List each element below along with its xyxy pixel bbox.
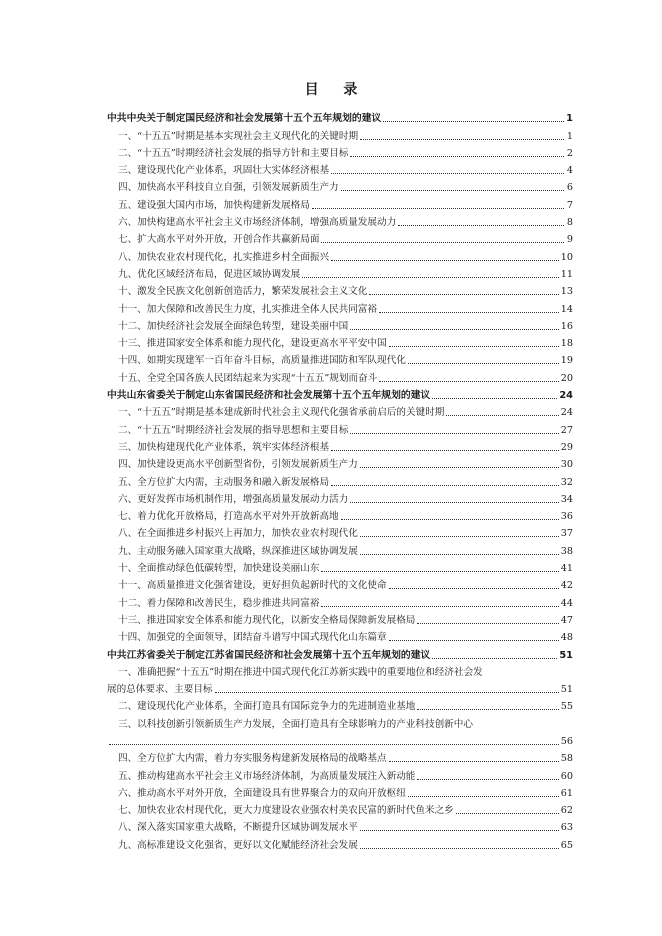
page-number: 55 bbox=[560, 701, 573, 713]
dot-leader bbox=[360, 536, 559, 537]
toc-entry[interactable] bbox=[107, 817, 573, 834]
page-number: 20 bbox=[560, 372, 573, 384]
toc-entry[interactable] bbox=[107, 298, 573, 315]
page-number: 38 bbox=[560, 545, 573, 557]
page-number: 13 bbox=[560, 286, 573, 298]
dot-leader bbox=[417, 709, 558, 710]
dot-leader bbox=[321, 242, 564, 243]
toc-entry-text: 五、推动构建高水平社会主义市场经济体制，为高质量发展注入新动能 bbox=[118, 770, 416, 782]
toc-part-heading[interactable] bbox=[107, 385, 573, 402]
toc-entry-text: 三、建设现代化产业体系，巩固壮大实体经济根基 bbox=[118, 165, 330, 177]
dot-leader bbox=[408, 363, 559, 364]
toc-entry[interactable] bbox=[107, 489, 573, 506]
toc-entry-text: 六、加快构建高水平社会主义市场经济体制，增强高质量发展动力 bbox=[118, 217, 397, 229]
toc-entry-text: 十三、推进国家安全体系和能力现代化，以新安全格局保障新发展格局 bbox=[118, 614, 416, 626]
toc-entry-text: 十二、加快经济社会发展全面绿色转型，建设美丽中国 bbox=[118, 320, 349, 332]
page-number: 44 bbox=[560, 597, 573, 609]
toc-part-heading[interactable] bbox=[107, 108, 573, 125]
toc-entry[interactable] bbox=[107, 471, 573, 488]
dot-leader bbox=[389, 346, 559, 347]
toc-entry[interactable] bbox=[107, 558, 573, 575]
page-number: 16 bbox=[560, 320, 573, 332]
page-number: 36 bbox=[560, 511, 573, 523]
dot-leader bbox=[383, 121, 564, 122]
toc-entry[interactable] bbox=[107, 333, 573, 350]
dot-leader bbox=[432, 398, 557, 399]
toc-entry[interactable] bbox=[107, 765, 573, 782]
toc-entry[interactable] bbox=[107, 246, 573, 263]
page-number: 63 bbox=[560, 822, 573, 834]
toc-entry-text: 五、建设强大国内市场，加快构建新发展格局 bbox=[118, 199, 310, 211]
dot-leader bbox=[432, 658, 557, 659]
dot-leader bbox=[446, 415, 558, 416]
dot-leader bbox=[456, 813, 559, 814]
dot-leader bbox=[379, 312, 559, 313]
dot-leader bbox=[331, 450, 559, 451]
dot-leader bbox=[350, 156, 564, 157]
toc-entry-text: 八、在全面推进乡村振兴上再加力，加快农业农村现代化 bbox=[118, 528, 358, 540]
toc-entry-text: 中共山东省委关于制定山东省国民经济和社会发展第十五个五年规划的建议 bbox=[107, 390, 431, 402]
toc-entry-text: 六、推动高水平对外开放，全面建设具有世界聚合力的双向开放枢纽 bbox=[118, 787, 406, 799]
toc-entry[interactable] bbox=[107, 160, 573, 177]
toc-entry-text: 九、优化区域经济布局，促进区域协调发展 bbox=[118, 268, 301, 280]
page-number: 19 bbox=[560, 355, 573, 367]
toc-entry-text: 二、“十五五”时期经济社会发展的指导方针和主要目标 bbox=[118, 147, 349, 159]
toc-entry-continuation[interactable] bbox=[107, 731, 573, 748]
page-number: 56 bbox=[560, 735, 573, 747]
page-number: 27 bbox=[560, 424, 573, 436]
toc-entry-text: 十三、推进国家安全体系和能力现代化，建设更高水平平安中国 bbox=[118, 338, 387, 350]
toc-entry[interactable] bbox=[107, 177, 573, 194]
toc-entry-text: 一、“十五五”时期是基本实现社会主义现代化的关键时期 bbox=[118, 130, 359, 142]
page-number: 29 bbox=[560, 441, 573, 453]
page-number: 48 bbox=[560, 632, 573, 644]
dot-leader bbox=[417, 779, 558, 780]
toc-entry-text: 十二、着力保障和改善民生，稳步推进共同富裕 bbox=[118, 597, 320, 609]
page-number: 1 bbox=[566, 130, 573, 142]
page-number: 24 bbox=[560, 407, 573, 419]
page-number: 42 bbox=[560, 580, 573, 592]
toc-entry[interactable] bbox=[107, 800, 573, 817]
page-number: 62 bbox=[560, 805, 573, 817]
page-number: 58 bbox=[560, 753, 573, 765]
page-number: 7 bbox=[566, 199, 573, 211]
dot-leader bbox=[215, 692, 559, 693]
page-number: 32 bbox=[560, 476, 573, 488]
page-number: 60 bbox=[560, 770, 573, 782]
page-number: 61 bbox=[560, 787, 573, 799]
toc-entry[interactable] bbox=[107, 212, 573, 229]
page-title: 目 录 bbox=[304, 82, 368, 98]
toc-entry[interactable] bbox=[107, 125, 573, 142]
table-of-contents bbox=[107, 108, 573, 852]
dot-leader bbox=[360, 830, 559, 831]
page-number: 51 bbox=[559, 649, 573, 661]
toc-entry[interactable] bbox=[107, 229, 573, 246]
toc-entry[interactable] bbox=[107, 437, 573, 454]
page-number: 37 bbox=[560, 528, 573, 540]
page-number: 9 bbox=[566, 234, 573, 246]
toc-entry-text: 七、扩大高水平对外开放，开创合作共赢新局面 bbox=[118, 234, 320, 246]
toc-entry-text: 八、深入落实国家重大战略，不断提升区域协调发展水平 bbox=[118, 822, 358, 834]
toc-entry[interactable] bbox=[107, 748, 573, 765]
toc-entry[interactable] bbox=[107, 350, 573, 367]
dot-leader bbox=[360, 554, 559, 555]
toc-entry-text: 十五、全党全国各族人民团结起来为实现“十五五”规划而奋斗 bbox=[118, 372, 378, 384]
toc-entry[interactable] bbox=[107, 713, 573, 730]
toc-entry[interactable] bbox=[107, 506, 573, 523]
toc-entry-text: 十、激发全民族文化创新创造活力，繁荣发展社会主义文化 bbox=[118, 286, 368, 298]
page-number: 14 bbox=[560, 303, 573, 315]
dot-leader bbox=[302, 277, 559, 278]
page-number: 6 bbox=[566, 182, 573, 194]
toc-entry-text: 六、更好发挥市场机制作用，增强高质量发展动力活力 bbox=[118, 493, 349, 505]
toc-entry[interactable] bbox=[107, 696, 573, 713]
page-number: 18 bbox=[560, 338, 573, 350]
dot-leader bbox=[408, 796, 559, 797]
toc-entry[interactable] bbox=[107, 523, 573, 540]
toc-entry[interactable] bbox=[107, 834, 573, 851]
page-number: 65 bbox=[560, 839, 573, 851]
dot-leader bbox=[398, 225, 564, 226]
toc-entry-text: 四、加快高水平科技自立自强，引领发展新质生产力 bbox=[118, 182, 339, 194]
dot-leader bbox=[389, 761, 559, 762]
dot-leader bbox=[389, 640, 559, 641]
toc-entry-text: 十一、加大保障和改善民生力度，扎实推进全体人民共同富裕 bbox=[118, 303, 378, 315]
dot-leader bbox=[360, 467, 559, 468]
dot-leader bbox=[109, 744, 559, 745]
toc-entry-text: 三、加快构建现代化产业体系，筑牢实体经济根基 bbox=[118, 441, 330, 453]
toc-entry[interactable] bbox=[107, 662, 573, 679]
page-number: 51 bbox=[560, 684, 573, 696]
toc-entry[interactable] bbox=[107, 143, 573, 160]
page-number: 47 bbox=[560, 614, 573, 626]
toc-entry-text: 七、着力优化开放格局，打造高水平对外开放新高地 bbox=[118, 511, 339, 523]
page-number: 2 bbox=[566, 147, 573, 159]
toc-entry-text: 一、“十五五”时期是基本建成新时代社会主义现代化强省承前启后的关键时期 bbox=[118, 407, 445, 419]
dot-leader bbox=[321, 571, 558, 572]
page-number: 4 bbox=[566, 165, 573, 177]
page-number: 11 bbox=[560, 268, 573, 280]
dot-leader bbox=[360, 848, 559, 849]
toc-entry[interactable] bbox=[107, 575, 573, 592]
toc-entry[interactable] bbox=[107, 194, 573, 211]
toc-entry-text: 四、加快建设更高水平创新型省份，引领发展新质生产力 bbox=[118, 459, 358, 471]
toc-entry-text: 二、“十五五”时期经济社会发展的指导思想和主要目标 bbox=[118, 424, 349, 436]
toc-entry[interactable] bbox=[107, 592, 573, 609]
toc-entry-continuation[interactable] bbox=[107, 679, 573, 696]
toc-entry-text: 十、全面推动绿色低碳转型，加快建设美丽山东 bbox=[118, 563, 320, 575]
dot-leader bbox=[331, 485, 559, 486]
page-number: 8 bbox=[566, 217, 573, 229]
toc-entry[interactable] bbox=[107, 627, 573, 644]
toc-entry[interactable] bbox=[107, 264, 573, 281]
toc-entry-text: 中共中央关于制定国民经济和社会发展第十五个五年规划的建议 bbox=[107, 113, 382, 125]
page-number: 1 bbox=[566, 113, 573, 125]
toc-entry[interactable] bbox=[107, 281, 573, 298]
toc-entry-text: 十四、加强党的全面领导，团结奋斗谱写中国式现代化山东篇章 bbox=[118, 632, 387, 644]
toc-entry-text: 展的总体要求、主要目标 bbox=[107, 684, 213, 696]
dot-leader bbox=[369, 294, 558, 295]
toc-entry-text: 四、全方位扩大内需，着力夯实服务构建新发展格局的战略基点 bbox=[118, 753, 387, 765]
toc-entry-text: 二、建设现代化产业体系，全面打造具有国际竞争力的先进制造业基地 bbox=[118, 701, 416, 713]
dot-leader bbox=[341, 190, 564, 191]
dot-leader bbox=[350, 433, 558, 434]
toc-entry-text: 七、加快农业农村现代化，更大力度建设农业强农村美农民富的新时代鱼米之乡 bbox=[118, 805, 454, 817]
dot-leader bbox=[331, 173, 564, 174]
dot-leader bbox=[312, 208, 564, 209]
dot-leader bbox=[389, 588, 559, 589]
toc-entry-text: 十一、高质量推进文化强省建设，更好担负起新时代的文化使命 bbox=[118, 580, 387, 592]
dot-leader bbox=[350, 329, 559, 330]
toc-entry[interactable] bbox=[107, 367, 573, 384]
toc-entry-text: 九、主动服务融入国家重大战略，纵深推进区域协调发展 bbox=[118, 545, 358, 557]
dot-leader bbox=[379, 381, 559, 382]
page-number: 24 bbox=[559, 390, 573, 402]
dot-leader bbox=[331, 260, 559, 261]
toc-entry[interactable] bbox=[107, 540, 573, 557]
toc-entry[interactable] bbox=[107, 783, 573, 800]
page-number: 30 bbox=[560, 459, 573, 471]
toc-entry-text: 九、高标准建设文化强省，更好以文化赋能经济社会发展 bbox=[118, 839, 358, 851]
toc-entry[interactable] bbox=[107, 419, 573, 436]
toc-entry-text: 中共江苏省委关于制定江苏省国民经济和社会发展第十五个五年规划的建议 bbox=[107, 649, 431, 661]
toc-entry[interactable] bbox=[107, 610, 573, 627]
page-number: 10 bbox=[560, 251, 573, 263]
dot-leader bbox=[341, 519, 559, 520]
toc-entry[interactable] bbox=[107, 316, 573, 333]
dot-leader bbox=[350, 502, 559, 503]
page-number: 34 bbox=[560, 493, 573, 505]
page-number: 41 bbox=[560, 563, 573, 575]
toc-entry[interactable] bbox=[107, 454, 573, 471]
toc-entry-text: 十四、如期实现建军一百年奋斗目标，高质量推进国防和军队现代化 bbox=[118, 355, 406, 367]
toc-entry-text: 三、以科技创新引领新质生产力发展，全面打造具有全球影响力的产业科技创新中心 bbox=[118, 718, 473, 730]
dot-leader bbox=[417, 623, 558, 624]
toc-part-heading[interactable] bbox=[107, 644, 573, 661]
dot-leader bbox=[360, 139, 564, 140]
toc-entry[interactable] bbox=[107, 402, 573, 419]
toc-entry-text: 五、全方位扩大内需，主动服务和融入新发展格局 bbox=[118, 476, 330, 488]
toc-entry-text: 一、准确把握“十五五”时期在推进中国式现代化江苏新实践中的重要地位和经济社会发 bbox=[118, 666, 483, 678]
toc-entry-text: 八、加快农业农村现代化，扎实推进乡村全面振兴 bbox=[118, 251, 330, 263]
dot-leader bbox=[321, 606, 558, 607]
